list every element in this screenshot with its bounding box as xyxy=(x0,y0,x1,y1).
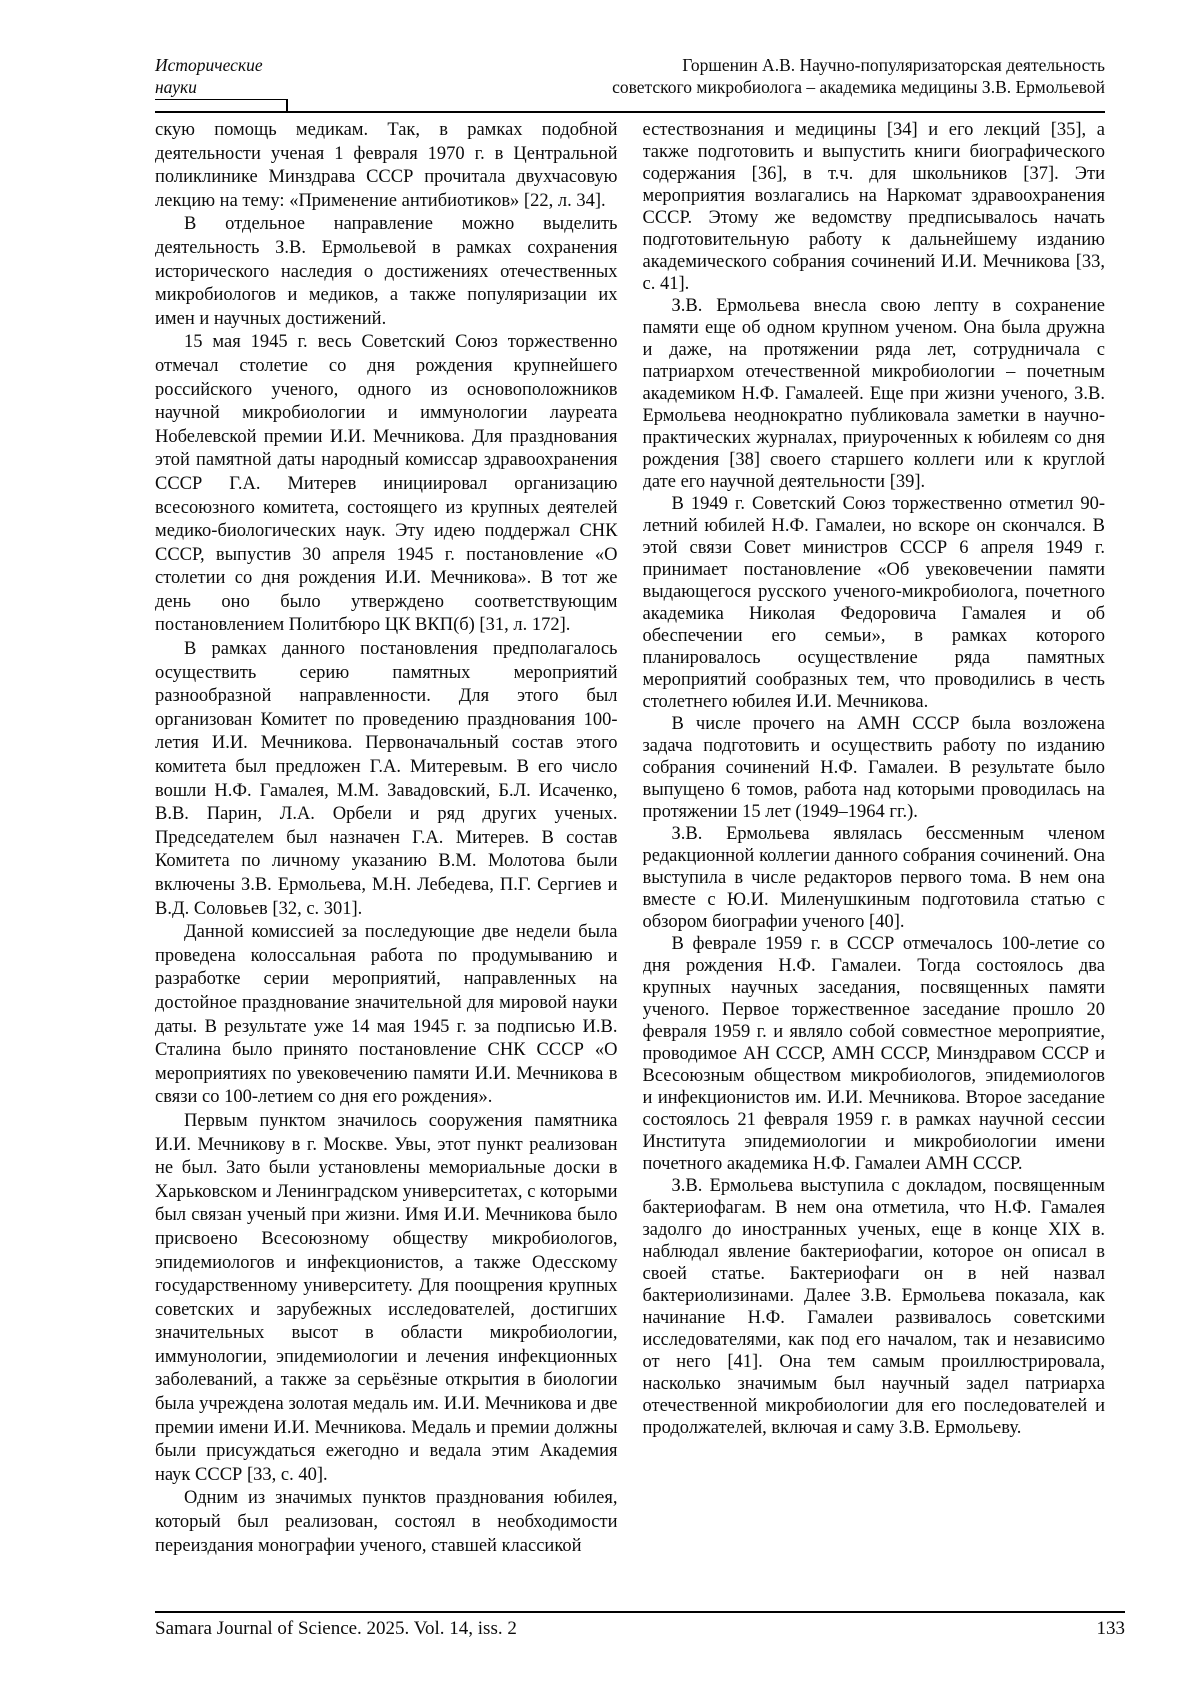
right-paragraph-7: З.В. Ермольева выступила с докладом, посвященным бактериофагам. В нем она отметила, что Н.Ф. Гамалея задолго до иностранных ученых, еще в конце XIX в. наблюдал явление бактериофагии, которое он описал в своей статье. Бактериофаги он в ней назвал бактериолизинами. Далее З.В. Ермольева показала, как начинание Н.Ф. Гамалеи развивалось советскими исследователями, как под его началом, так и независимо от него [41]. Она тем самым проиллюстрировала, насколько значимым был научный задел патриарха отечественной микробиологии для его последователей и продолжателей, включая и саму З.В. Ермольеву. xyxy=(642,1176,1105,1438)
article-body xyxy=(155,119,1105,1607)
header-rule xyxy=(155,99,1105,113)
header-rule-tick xyxy=(286,99,288,111)
section-label-line2: науки xyxy=(155,76,197,97)
article-title-line1: Горшенин А.В. Научно-популяризаторская деятельность xyxy=(682,55,1105,75)
article-title-line2: советского микробиолога – академика медицины З.В. Ермольевой xyxy=(612,76,1105,97)
journal-page xyxy=(155,55,1125,1647)
left-paragraph-2: В отдельное направление можно выделить деятельность З.В. Ермольевой в рамках сохранения исторического наследия о достижениях отечественных микробиологов и медиков, а также популяризации их имен и научных достижений. xyxy=(155,214,618,329)
right-paragraph-5: З.В. Ермольева являлась бессменным членом редакционной коллегии данного собрания сочинений. Она выступила в числе редакторов первого тома. В нем она вместе с Ю.И. Миленушкиным подготовила статью с обзором биографии ученого [40]. xyxy=(642,824,1105,932)
running-header xyxy=(155,55,1105,98)
left-paragraph-5: Данной комиссией за последующие две недели была проведена колоссальная работа по продумыванию и разработке серии мероприятий, направленных на достойное празднование значительной для мировой науки даты. В результате уже 14 мая 1945 г. за подписью И.В. Сталина было принято постановление СНК СССР «О мероприятиях по увековечению памяти И.И. Мечникова в связи со 100-летием со дня его рождения». xyxy=(155,922,618,1108)
left-column xyxy=(155,119,618,1607)
section-label xyxy=(155,55,263,98)
left-paragraph-3: 15 мая 1945 г. весь Советский Союз торжественно отмечал столетие со дня рождения крупнейшего российского ученого, одного из основоположников научной микробиологии и иммунологии лауреата Нобелевской премии И.И. Мечникова. Для празднования этой памятной даты народный комиссар здравоохранения СССР Г.А. Митерев инициировал организацию всесоюзного комитета, состоящего из крупных деятелей медико-биологических наук. Эту идею поддержал СНК СССР, выпустив 30 апреля 1945 г. постановление «О столетии со дня рождения И.И. Мечникова». В тот же день оно было утверждено соответствующим постановлением Политбюро ЦК ВКП(б) [31, л. 172]. xyxy=(155,332,618,636)
right-paragraph-1: естествознания и медицины [34] и его лекций [35], а также подготовить и выпустить книги биографического содержания [36], в т.ч. для школьников [37]. Эти мероприятия возлагались на Наркомат здравоохранения СССР. Этому же ведомству предписывалось начать подготовительную работу к дальнейшему изданию академического собрания сочинений И.И. Мечникова [33, с. 41]. xyxy=(642,120,1105,294)
right-paragraph-3: В 1949 г. Советский Союз торжественно отметил 90-летний юбилей Н.Ф. Гамалеи, но вскоре он скончался. В этой связи Совет министров СССР 6 апреля 1949 г. принимает постановление «Об увековечении памяти выдающегося русского ученого-микробиолога, почетного академика Николая Федоровича Гамалея и об обеспечении его семьи», в рамках которого планировалось осуществление ряда памятных мероприятий сообразных тем, что проводились в честь столетнего юбилея И.И. Мечникова. xyxy=(642,494,1105,712)
right-paragraph-4: В числе прочего на АМН СССР была возложена задача подготовить и осуществить работу по изданию собрания сочинений Н.Ф. Гамалеи. В результате было выпущено 6 томов, работа над которыми проводилась на протяжении 15 лет (1949–1964 гг.). xyxy=(642,714,1105,822)
right-paragraph-6: В феврале 1959 г. в СССР отмечалось 100-летие со дня рождения Н.Ф. Гамалеи. Тогда состоялось два крупных научных заседания, посвященных памяти ученого. Первое торжественное заседание прошло 20 февраля 1959 г. и являло собой совместное мероприятие, проводимое АН СССР, АМН СССР, Минздравом СССР и Всесоюзным обществом микробиологов, эпидемиологов и инфекционистов им. И.И. Мечникова. Второе заседание состоялось 21 февраля 1959 г. в рамках научной сессии Института эпидемиологии и микробиологии имени почетного академика Н.Ф. Гамалеи АМН СССР. xyxy=(642,934,1105,1174)
left-paragraph-7: Одним из значимых пунктов празднования юбилея, который был реализован, состоял в необходимости переиздания монографии ученого, ставшей классикой xyxy=(155,1488,618,1556)
left-paragraph-4: В рамках данного постановления предполагалось осуществить серию памятных мероприятий разнообразной направленности. Для этого был организован Комитет по проведению празднования 100-летия И.И. Мечникова. Первоначальный состав этого комитета был предложен Г.А. Митеревым. В его число вошли Н.Ф. Гамалея, М.М. Завадовский, Б.Л. Исаченко, В.В. Парин, Л.А. Орбели и ряд других ученых. Председателем был назначен Г.А. Митерев. В состав Комитета по личному указанию В.М. Молотова были включены З.В. Ермольева, М.Н. Лебедева, П.Г. Сергиев и В.Д. Соловьев [32, с. 301]. xyxy=(155,639,618,919)
article-title-header xyxy=(612,55,1105,98)
left-paragraph-1: скую помощь медикам. Так, в рамках подобной деятельности ученая 1 февраля 1970 г. в Центральной поликлинике Минздрава СССР прочитала двухчасовую лекцию на тему: «Применение антибиотиков» [22, л. 34]. xyxy=(155,120,618,211)
header-rule-step xyxy=(155,99,286,100)
section-label-line1: Исторические xyxy=(155,55,263,75)
page-footer xyxy=(155,1611,1125,1641)
left-paragraph-6: Первым пунктом значилось сооружения памятника И.И. Мечникову в г. Москве. Увы, этот пункт реализован не был. Зато были установлены мемориальные доски в Харьковском и Ленинградском университетах, с которыми был связан ученый при жизни. Имя И.И. Мечникова было присвоено Всесоюзному обществу микробиологов, эпидемиологов и инфекционистов, а также Одесскому государственному университету. Для поощрения крупных советских и зарубежных исследователей, достигших значительных высот в области микробиологии, иммунологии, эпидемиологии и лечения инфекционных заболеваний, а также за серьёзные открытия в биологии была учреждена золотая медаль им. И.И. Мечникова и две премии имени И.И. Мечникова. Медаль и премии должны были присуждаться ежегодно и ведала этим Академия наук СССР [33, с. 40]. xyxy=(155,1110,618,1485)
right-column xyxy=(643,119,1106,1607)
page-number: 133 xyxy=(1096,1618,1125,1639)
right-paragraph-2: З.В. Ермольева внесла свою лепту в сохранение памяти еще об одном крупном ученом. Она была дружна и даже, на протяжении ряда лет, сотрудничала с патриархом отечественной микробиологии – почетным академиком Н.Ф. Гамалеей. Еще при жизни ученого, З.В. Ермольева неоднократно публиковала заметки в научно-практических журналах, приуроченных к юбилеям со дня рождения [38] своего старшего коллеги или к круглой дате его научной деятельности [39]. xyxy=(642,296,1105,492)
journal-citation: Samara Journal of Science. 2025. Vol. 14, iss. 2 xyxy=(155,1618,517,1639)
